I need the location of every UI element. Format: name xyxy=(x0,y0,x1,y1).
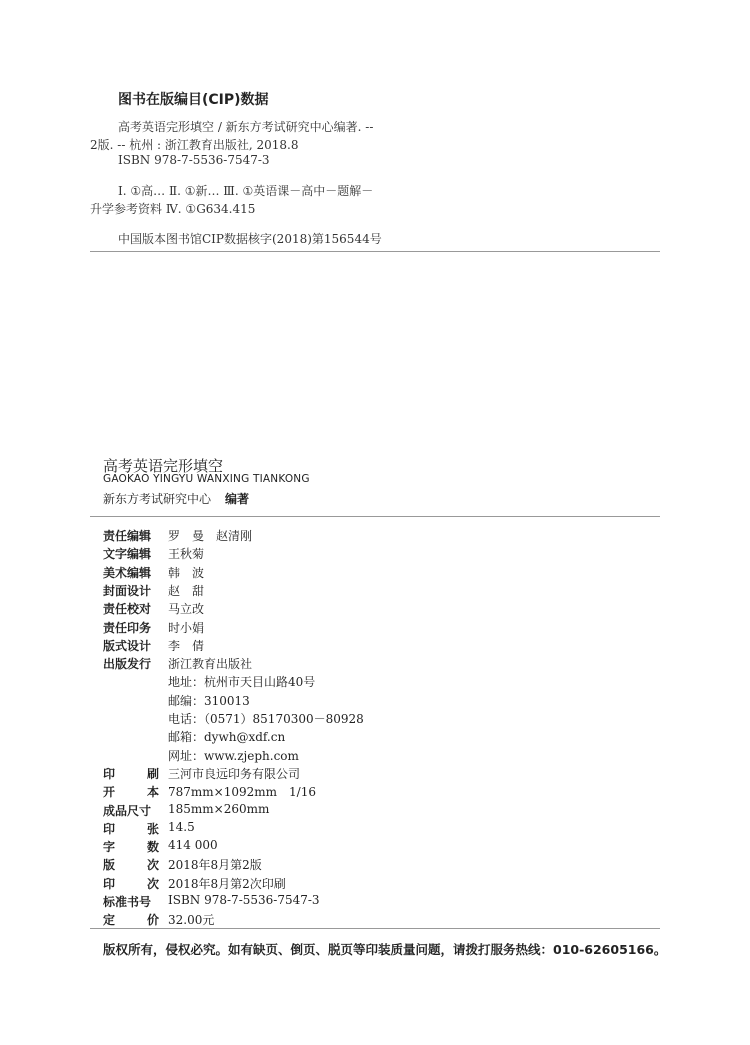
cip-line: 中国版本图书馆CIP数据核字(2018)第156544号 xyxy=(118,232,382,246)
credit-label: 封面设计 xyxy=(103,584,152,598)
credit-label: 美术编辑 xyxy=(103,566,152,580)
credit-value: 地址：杭州市天目山路40号 xyxy=(168,675,316,689)
book-author xyxy=(103,490,249,507)
credit-value: 时小娟 xyxy=(168,621,205,635)
credit-value: 32.00元 xyxy=(168,913,215,927)
credit-value: 网址：www.zjeph.com xyxy=(168,749,299,763)
credit-label: 出版发行 xyxy=(103,657,152,671)
credit-value: 王秋菊 xyxy=(168,547,205,561)
credit-value: 2018年8月第2版 xyxy=(168,858,262,872)
credit-value: 电话：（0571）85170300－80928 xyxy=(168,712,364,726)
cip-line: ISBN 978-7-5536-7547-3 xyxy=(118,153,270,167)
credit-value: 韩 波 xyxy=(168,566,205,580)
credit-value: ISBN 978-7-5536-7547-3 xyxy=(168,893,320,907)
credit-label: 标准书号 xyxy=(103,895,152,909)
cip-title: 图书在版编目(CIP)数据 xyxy=(118,92,269,108)
credit-value: 李 倩 xyxy=(168,639,205,653)
credit-label: 版 次 xyxy=(103,858,159,872)
credit-label: 责任校对 xyxy=(103,602,152,616)
credit-label: 印 刷 xyxy=(103,767,159,781)
credit-value: 2018年8月第2次印刷 xyxy=(168,877,286,891)
credit-value: 414 000 xyxy=(168,838,218,852)
credit-value: 浙江教育出版社 xyxy=(168,657,253,671)
cip-line: 2版. -- 杭州 : 浙江教育出版社, 2018.8 xyxy=(90,138,299,152)
credit-value: 邮编：310013 xyxy=(168,694,250,708)
book-pinyin: GAOKAO YINGYU WANXING TIANKONG xyxy=(103,473,310,485)
credit-value: 罗 曼 赵清刚 xyxy=(168,529,253,543)
credit-label: 印 张 xyxy=(103,822,159,836)
cip-line: Ⅰ. ①高… Ⅱ. ①新… Ⅲ. ①英语课－高中－题解－ xyxy=(118,184,374,198)
credit-label: 成品尺寸 xyxy=(103,804,152,818)
credit-label: 版式设计 xyxy=(103,639,152,653)
book-title: 高考英语完形填空 xyxy=(103,457,224,475)
credit-value: 787mm×1092mm 1/16 xyxy=(168,785,316,799)
credit-value: 14.5 xyxy=(168,820,195,834)
cip-divider xyxy=(90,251,660,252)
credit-label: 印 次 xyxy=(103,877,159,891)
credit-value: 三河市良远印务有限公司 xyxy=(168,767,301,781)
credit-value: 马立改 xyxy=(168,602,205,616)
credit-label: 责任编辑 xyxy=(103,529,152,543)
author-name: 新东方考试研究中心 xyxy=(103,492,212,506)
credit-label: 责任印务 xyxy=(103,621,152,635)
author-role: 编著 xyxy=(225,492,250,506)
credit-label: 字 数 xyxy=(103,840,159,854)
copyright-notice: 版权所有，侵权必究。如有缺页、倒页、脱页等印装质量问题，请拨打服务热线：010-62605166。 xyxy=(103,942,667,957)
credit-label: 开 本 xyxy=(103,785,159,799)
cip-line: 高考英语完形填空 / 新东方考试研究中心编著. -- xyxy=(118,120,374,134)
credit-label: 文字编辑 xyxy=(103,547,152,561)
book-divider xyxy=(90,516,660,517)
credit-value: 赵 甜 xyxy=(168,584,205,598)
credit-value: 185mm×260mm xyxy=(168,802,270,816)
credit-label: 定 价 xyxy=(103,913,159,927)
credit-value: 邮箱：dywh@xdf.cn xyxy=(168,730,286,744)
cip-line: 升学参考资料 Ⅳ. ①G634.415 xyxy=(90,202,256,216)
credits-divider xyxy=(90,928,660,929)
